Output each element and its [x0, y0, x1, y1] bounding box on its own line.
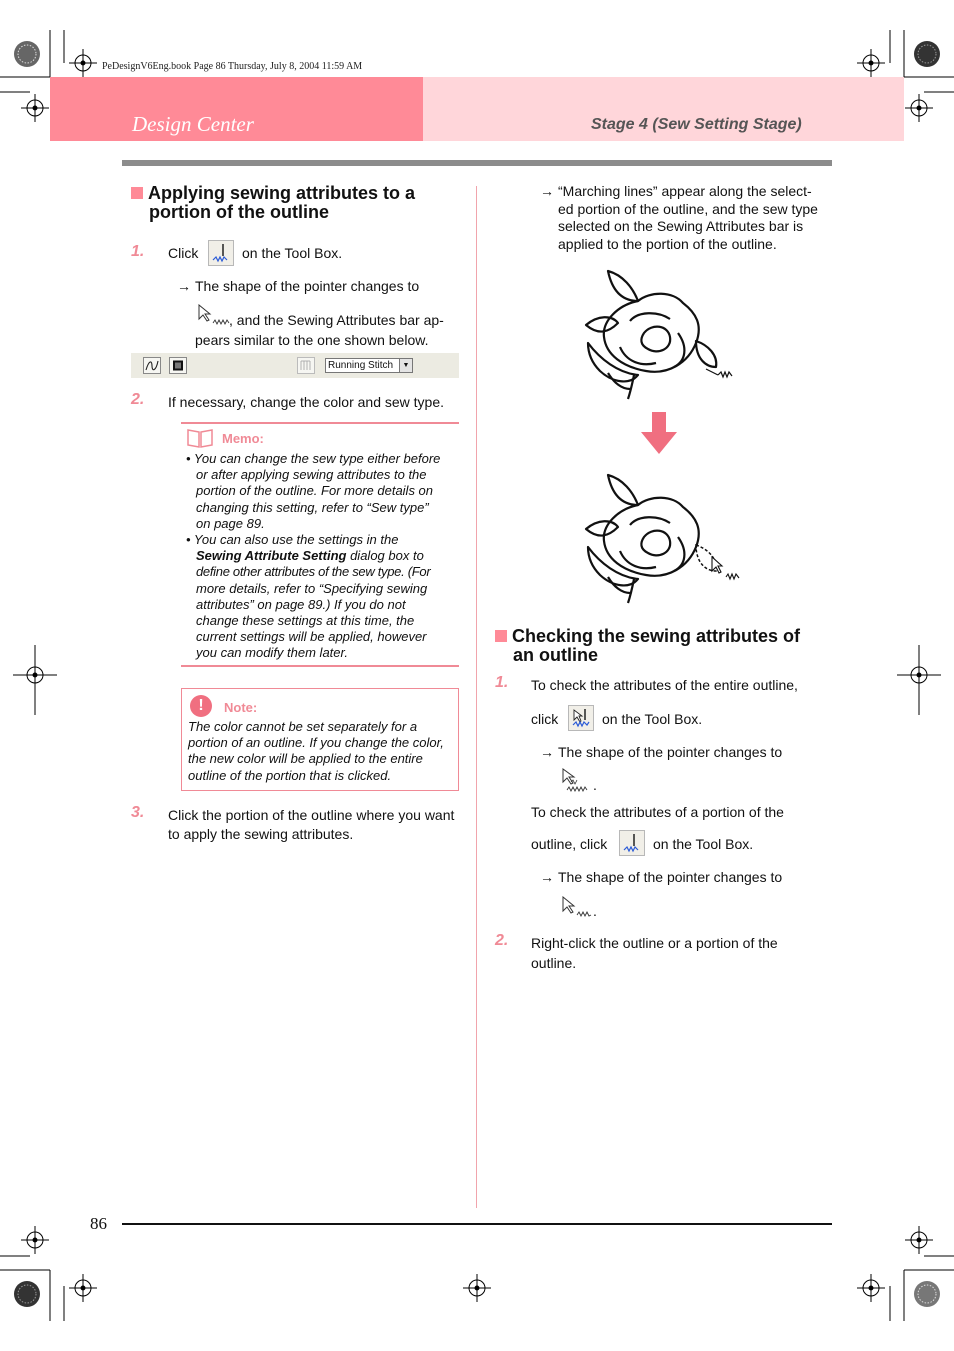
step-text: outline, click — [531, 836, 608, 852]
chapter-title: Design Center — [132, 112, 254, 136]
step-text: To check the attributes of the entire outline, — [531, 677, 798, 693]
result-text: , and the Sewing Attributes bar ap- — [229, 312, 444, 328]
sewing-attributes-bar — [131, 353, 459, 378]
page-number: 86 — [90, 1214, 107, 1233]
sew-type-select[interactable] — [325, 358, 413, 373]
result-arrow: → — [540, 183, 554, 199]
step-text: click — [531, 711, 559, 727]
result-arrow: → — [540, 869, 554, 885]
exclamation-icon: ! — [190, 695, 212, 717]
section-square-icon — [495, 630, 507, 642]
note-box — [181, 688, 459, 791]
result-arrow: → — [540, 744, 554, 760]
check-sewing-attribute-tool-icon — [568, 705, 594, 731]
sewing-attribute-setting-button[interactable] — [297, 357, 315, 374]
step-text: Click the portion of the outline where you want — [168, 807, 455, 823]
period: . — [593, 903, 597, 919]
note-text: The color cannot be set separately for a portion of an outline. If you change the color, the new color will be applied to the entire outline of the portion that is clicked. — [188, 719, 444, 783]
print-info: PeDesignV6Eng.book Page 86 Thursday, July 8, 2004 11:59 AM — [102, 61, 363, 72]
footer-rule — [122, 1223, 832, 1225]
result-text: The shape of the pointer changes to — [195, 278, 420, 294]
step-text: outline. — [531, 955, 577, 971]
section-title-applying: Applying sewing attributes to a portion of the outline — [131, 184, 415, 222]
result-text: The shape of the pointer changes to — [558, 744, 783, 760]
section-title-checking: Checking the sewing attributes of an outline — [495, 627, 800, 665]
memo-title: Memo: — [222, 431, 264, 446]
step-number: 1. — [495, 674, 509, 691]
step-number: 1. — [131, 243, 145, 260]
book-icon — [186, 427, 214, 449]
section-square-icon — [131, 187, 143, 199]
step-number: 2. — [131, 391, 145, 408]
set-sewing-attribute-tool-icon — [208, 240, 234, 266]
sewing-pointer-icon — [197, 304, 233, 326]
stage-title: Stage 4 (Sew Setting Stage) — [591, 116, 802, 133]
down-arrow-icon — [641, 412, 677, 456]
color-swatch-button[interactable] — [169, 357, 187, 374]
step-text: on the Tool Box. — [242, 245, 343, 261]
step-text: on the Tool Box. — [602, 711, 703, 727]
outline-color-button[interactable] — [143, 357, 161, 374]
memo-top-rule — [181, 422, 459, 424]
step-text: Click — [168, 245, 199, 261]
step-text: to apply the sewing attributes. — [168, 826, 354, 842]
step-text: If necessary, change the color and sew type. — [168, 394, 445, 410]
result-text: “Marching lines” appear along the select- ed portion of the outline, and the sew type selected on the Sewing Attributes bar is applied to the portion of the outline. — [558, 183, 818, 252]
sewing-pointer-icon — [561, 896, 597, 918]
result-text: The shape of the pointer changes to — [558, 869, 783, 885]
memo-bottom-rule — [181, 665, 459, 667]
period: . — [593, 777, 597, 793]
chevron-down-icon: ▼ — [399, 359, 412, 372]
result-text: pears similar to the one shown below. — [195, 332, 429, 348]
rose-outline-image — [578, 263, 738, 401]
memo-text: • You can change the sew type either before or after applying sewing attributes to the portion of the outline. For more details on changing this setting, refer to “Sew type” on page 89. • You can also use the settings in the Sewing Attribute Setting dialog box to define other attributes of the sew type. (For more details, refer to “Specifying sewing attributes” on page 89.) If you do not change these settings at this time, the current settings will be applied, however you can modify them later. — [186, 451, 441, 661]
check-pointer-icon — [561, 768, 597, 794]
step-text: Right-click the outline or a portion of the — [531, 935, 778, 951]
step-text: To check the attributes of a portion of the — [531, 804, 784, 820]
sew-type-value: Running Stitch — [328, 360, 394, 371]
header-rule — [122, 160, 832, 166]
step-number: 2. — [495, 932, 509, 949]
rose-marching-lines-image — [578, 467, 743, 605]
column-divider — [476, 186, 477, 1208]
result-arrow: → — [177, 278, 191, 294]
set-sewing-attribute-tool-icon — [619, 830, 645, 856]
step-text: on the Tool Box. — [653, 836, 754, 852]
note-title: Note: — [224, 700, 258, 715]
step-number: 3. — [131, 804, 145, 821]
